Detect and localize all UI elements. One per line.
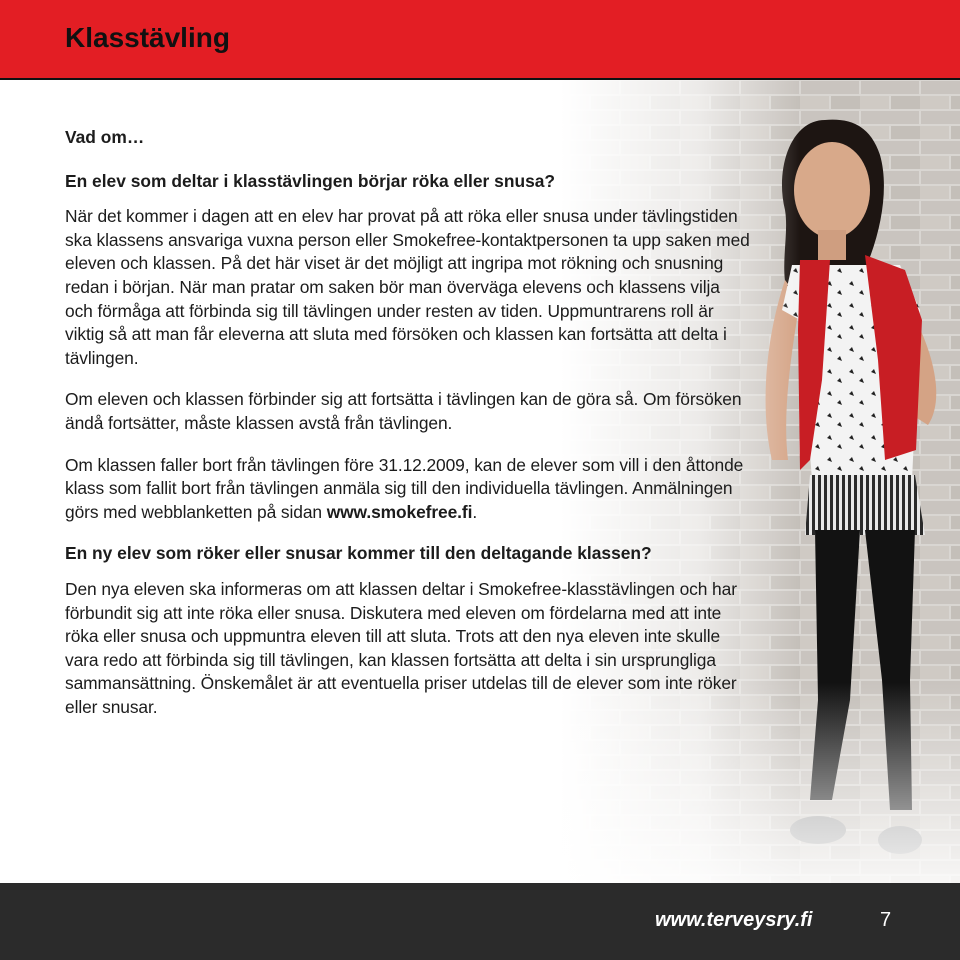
footer-bar — [0, 883, 960, 960]
page-number: 7 — [880, 909, 892, 931]
footer-url[interactable]: www.terveysry.fi — [655, 909, 813, 931]
paragraph-3-text: Om klassen faller bort från tävlingen före 31.12.2009, kan de elever som vill i den åttonde klass som fallit bort från tävlingen anmäla sig till den individuella tävlingen. Anmälningen görs med webblanketten på sidan — [65, 454, 744, 522]
section-heading: Vad om… — [65, 127, 145, 147]
question-heading-1: En elev som deltar i klasstävlingen börjar röka eller snusa? — [65, 170, 556, 191]
paragraph-2: Om eleven och klassen förbinder sig att fortsätta i tävlingen kan de göra så. Om försöken ändå fortsätter, måste klassen avstå från tävlingen. — [65, 389, 742, 433]
paragraph-3-end: . — [472, 501, 478, 522]
paragraph-3 — [65, 454, 750, 525]
page-title: Klasstävling — [65, 22, 230, 53]
paragraph-1: När det kommer i dagen att en elev har provat på att röka eller snusa under tävlingstiden ska klassens ansvariga vuxna person eller Smokefree-kontaktpersonen ta upp saken med eleven och klassen. På det här viset är det möjligt att ingripa mot rökning och snusning redan i början. När man pratar om saken bör man överväga elevens och klassens vilja och förmåga att förbinda sig till tävlingen under resten av tiden. Uppmuntrarens roll är viktig så att man får eleverna att sluta med försöken och klassen kan fortsätta att delta i tävlingen. — [65, 206, 750, 368]
smokefree-link[interactable]: www.smokefree.fi — [326, 501, 473, 522]
article-body — [65, 126, 750, 737]
header-bar — [0, 0, 960, 80]
question-heading-2: En ny elev som röker eller snusar kommer till den deltagande klassen? — [65, 543, 652, 564]
paragraph-4: Den nya eleven ska informeras om att klassen deltar i Smokefree-klasstävlingen och har förbundit sig att inte röka eller snusa. Diskutera med eleven om fördelarna med att inte röka eller snusa och uppmuntra eleven till att sluta. Trots att den nya eleven inte skulle vara redo att förbinda sig till tävlingen, kan klassen fortsätta att delta i sin ursprungliga sammansättning. Önskemålet är att eventuella priser utdelas till de elever som inte röker eller snusar. — [65, 578, 737, 717]
